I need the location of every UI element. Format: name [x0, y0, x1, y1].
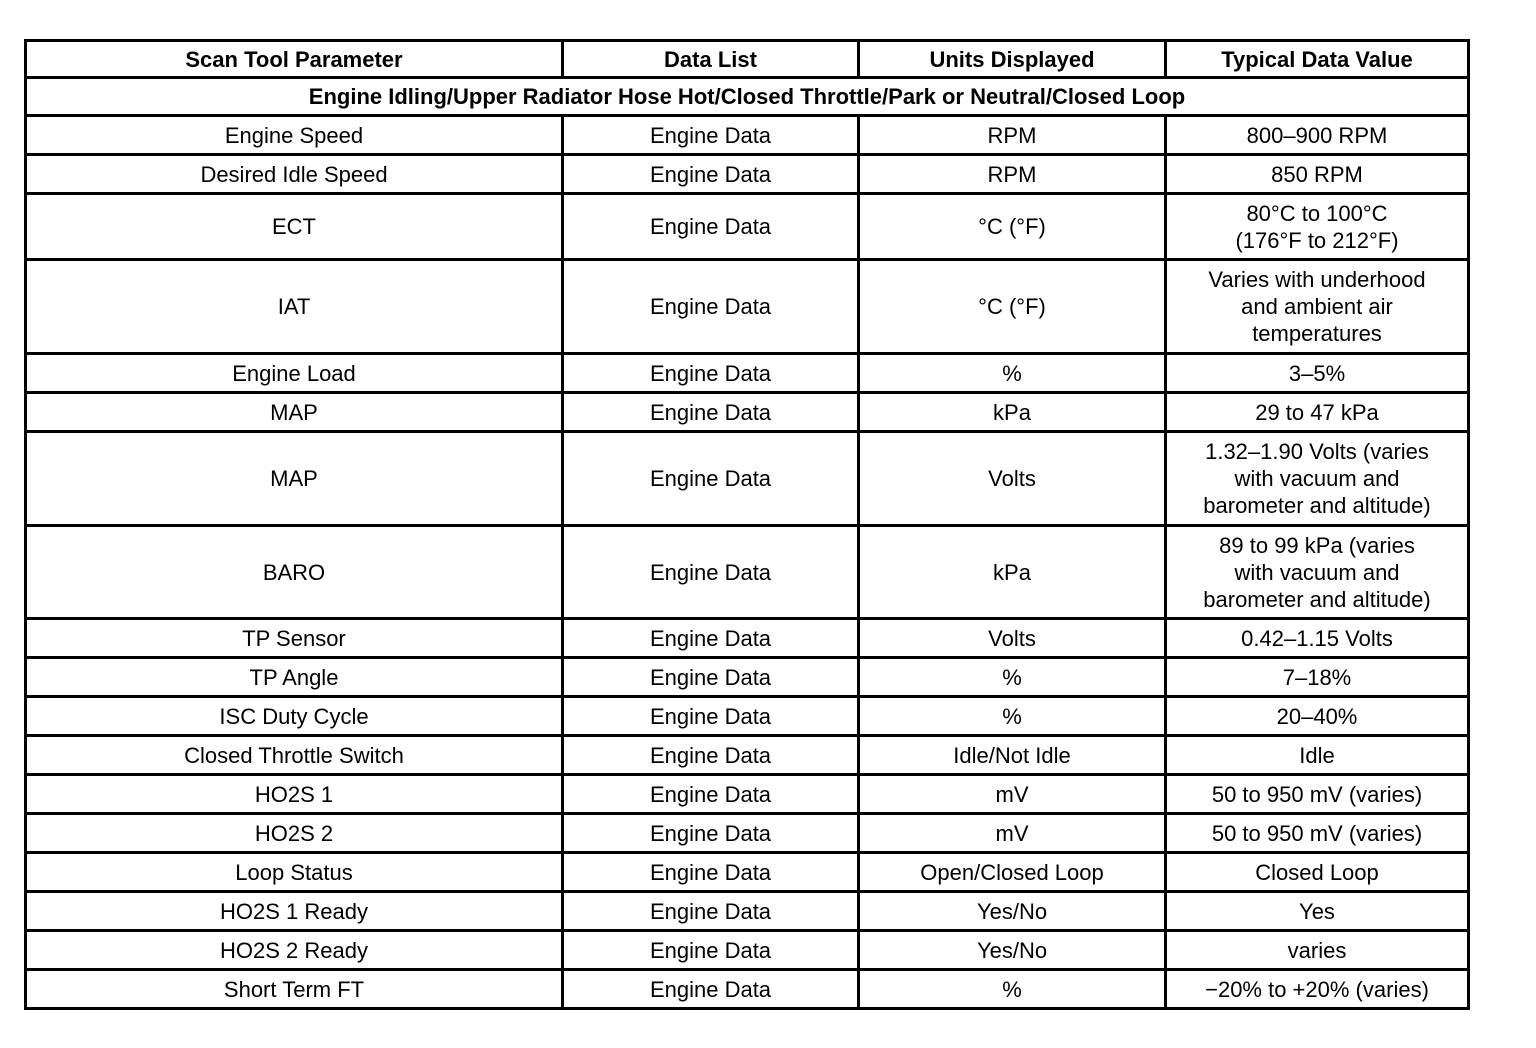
cell-data-list: Engine Data [563, 194, 859, 260]
table-row [26, 354, 1469, 393]
operating-condition: Engine Idling/Upper Radiator Hose Hot/Closed Throttle/Park or Neutral/Closed Loop [26, 78, 1469, 116]
cell-units: kPa [859, 526, 1166, 619]
cell-value: 800–900 RPM [1166, 116, 1469, 155]
cell-value-line: barometer and altitude) [1203, 493, 1431, 518]
cell-data-list: Engine Data [563, 931, 859, 970]
table-row [26, 697, 1469, 736]
table-row [26, 658, 1469, 697]
cell-value: varies [1166, 931, 1469, 970]
cell-units: Yes/No [859, 931, 1166, 970]
cell-value: Yes [1166, 892, 1469, 931]
cell-units: Yes/No [859, 892, 1166, 931]
cell-units: Open/Closed Loop [859, 853, 1166, 892]
table-row [26, 393, 1469, 432]
cell-parameter: MAP [26, 393, 563, 432]
cell-value-line: 80°C to 100°C [1246, 200, 1388, 226]
cell-units: °C (°F) [859, 194, 1166, 260]
cell-data-list: Engine Data [563, 393, 859, 432]
cell-parameter: HO2S 2 [26, 814, 563, 853]
cell-value: 7–18% [1166, 658, 1469, 697]
cell-value-line: Varies with underhood [1208, 267, 1426, 292]
cell-data-list: Engine Data [563, 970, 859, 1009]
cell-units: Volts [859, 619, 1166, 658]
table-row [26, 814, 1469, 853]
cell-units: Idle/Not Idle [859, 736, 1166, 775]
cell-value-line: 1.32–1.90 Volts (varies [1205, 439, 1429, 464]
condition-row [26, 78, 1469, 116]
cell-value-line: (176°F to 212°F) [1235, 227, 1399, 253]
table-row [26, 260, 1469, 354]
cell-units: kPa [859, 393, 1166, 432]
cell-units: mV [859, 775, 1166, 814]
cell-value-line: 89 to 99 kPa (varies [1219, 532, 1415, 558]
cell-parameter: Closed Throttle Switch [26, 736, 563, 775]
cell-parameter: ECT [26, 194, 563, 260]
cell-value-line: temperatures [1252, 321, 1382, 346]
cell-value: 3–5% [1166, 354, 1469, 393]
table-row [26, 432, 1469, 526]
table-row [26, 736, 1469, 775]
cell-value: 20–40% [1166, 697, 1469, 736]
cell-data-list: Engine Data [563, 619, 859, 658]
cell-data-list: Engine Data [563, 697, 859, 736]
cell-value: 50 to 950 mV (varies) [1166, 814, 1469, 853]
table-row [26, 892, 1469, 931]
cell-value-line: and ambient air [1241, 294, 1393, 319]
table-row [26, 775, 1469, 814]
cell-value [1166, 432, 1469, 526]
cell-parameter: IAT [26, 260, 563, 354]
table-row [26, 155, 1469, 194]
cell-data-list: Engine Data [563, 775, 859, 814]
cell-value [1166, 194, 1469, 260]
cell-units: % [859, 658, 1166, 697]
cell-data-list: Engine Data [563, 432, 859, 526]
cell-data-list: Engine Data [563, 736, 859, 775]
cell-parameter: Short Term FT [26, 970, 563, 1009]
table-row [26, 194, 1469, 260]
cell-parameter: Engine Load [26, 354, 563, 393]
cell-parameter: TP Angle [26, 658, 563, 697]
cell-units: Volts [859, 432, 1166, 526]
header-data-list: Data List [563, 41, 859, 78]
cell-data-list: Engine Data [563, 658, 859, 697]
table-row [26, 853, 1469, 892]
header-row [26, 41, 1469, 78]
cell-value: Idle [1166, 736, 1469, 775]
table-row [26, 970, 1469, 1009]
table-row [26, 526, 1469, 619]
cell-data-list: Engine Data [563, 892, 859, 931]
table-row [26, 931, 1469, 970]
cell-value: −20% to +20% (varies) [1166, 970, 1469, 1009]
cell-value-line: barometer and altitude) [1203, 586, 1431, 612]
header-typical-data-value: Typical Data Value [1166, 41, 1469, 78]
cell-parameter: BARO [26, 526, 563, 619]
cell-value: 850 RPM [1166, 155, 1469, 194]
cell-parameter: TP Sensor [26, 619, 563, 658]
cell-data-list: Engine Data [563, 155, 859, 194]
cell-units: mV [859, 814, 1166, 853]
cell-units: % [859, 697, 1166, 736]
cell-units: RPM [859, 116, 1166, 155]
cell-data-list: Engine Data [563, 354, 859, 393]
cell-parameter: MAP [26, 432, 563, 526]
cell-value-line: with vacuum and [1234, 466, 1400, 491]
cell-parameter: Desired Idle Speed [26, 155, 563, 194]
cell-parameter: HO2S 1 [26, 775, 563, 814]
cell-parameter: Engine Speed [26, 116, 563, 155]
cell-value: Closed Loop [1166, 853, 1469, 892]
cell-value: 29 to 47 kPa [1166, 393, 1469, 432]
cell-data-list: Engine Data [563, 526, 859, 619]
cell-value [1166, 526, 1469, 619]
cell-units: °C (°F) [859, 260, 1166, 354]
scan-tool-data-table [24, 39, 1470, 1010]
cell-value: 0.42–1.15 Volts [1166, 619, 1469, 658]
cell-parameter: HO2S 2 Ready [26, 931, 563, 970]
cell-parameter: ISC Duty Cycle [26, 697, 563, 736]
cell-parameter: HO2S 1 Ready [26, 892, 563, 931]
table-row [26, 116, 1469, 155]
cell-units: % [859, 354, 1166, 393]
table-row [26, 619, 1469, 658]
table-header [26, 41, 1469, 78]
cell-units: RPM [859, 155, 1166, 194]
cell-data-list: Engine Data [563, 260, 859, 354]
cell-data-list: Engine Data [563, 853, 859, 892]
header-scan-tool-parameter: Scan Tool Parameter [26, 41, 563, 78]
cell-value-line: with vacuum and [1234, 559, 1400, 585]
table-body [26, 78, 1469, 1009]
cell-value: 50 to 950 mV (varies) [1166, 775, 1469, 814]
cell-data-list: Engine Data [563, 814, 859, 853]
cell-data-list: Engine Data [563, 116, 859, 155]
header-units-displayed: Units Displayed [859, 41, 1166, 78]
cell-parameter: Loop Status [26, 853, 563, 892]
cell-units: % [859, 970, 1166, 1009]
cell-value [1166, 260, 1469, 354]
